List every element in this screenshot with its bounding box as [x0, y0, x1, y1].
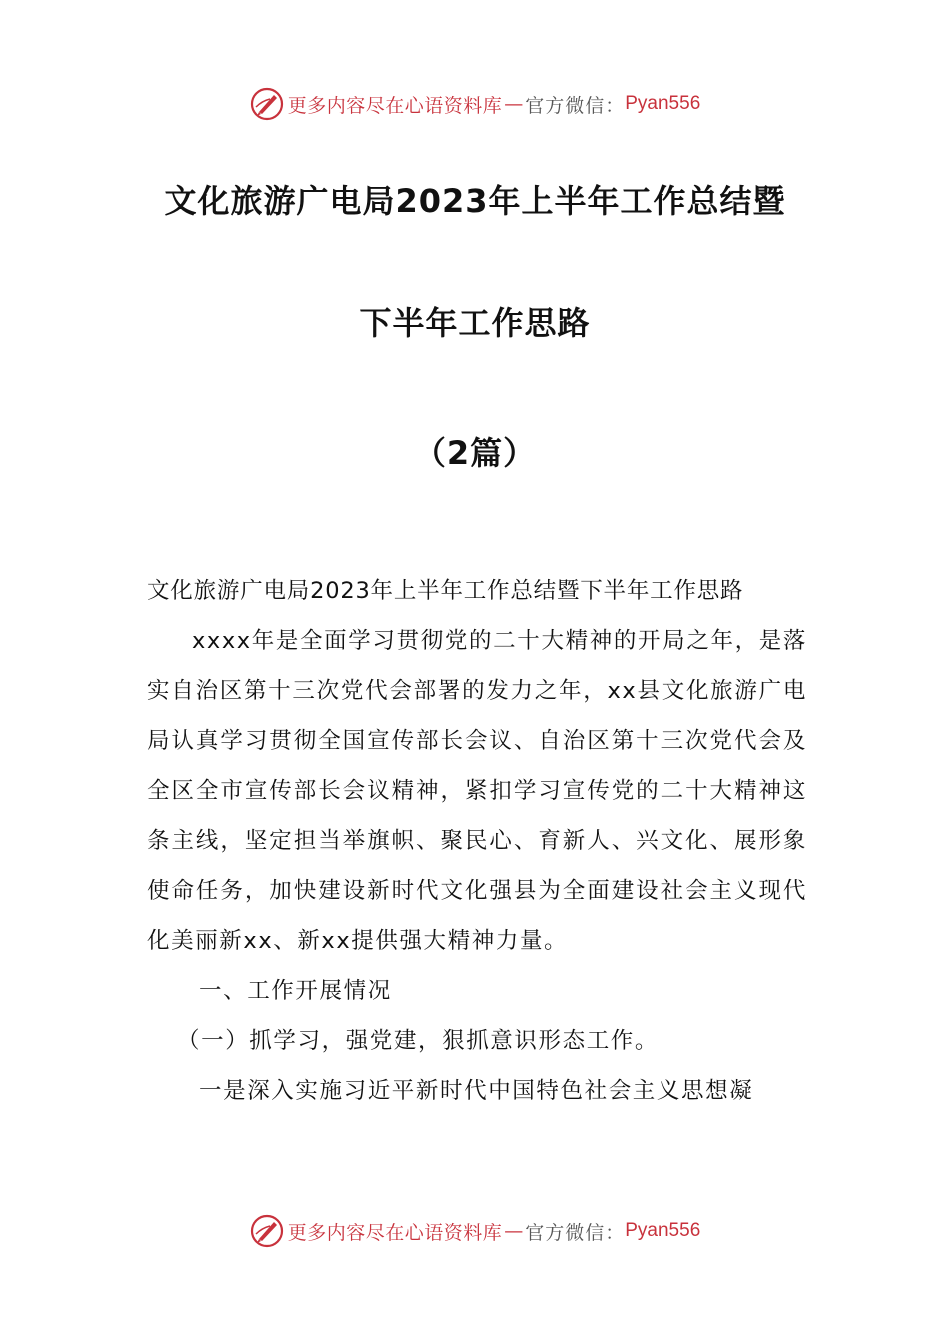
watermark-official-label: 官方微信：: [525, 1221, 626, 1244]
document-title-line-1: 文化旅游广电局2023年上半年工作总结暨: [164, 182, 786, 220]
watermark-dash: —: [504, 1220, 524, 1242]
header-watermark: [0, 84, 950, 124]
subsection-heading-1: （一）抓学习，强党建，狠抓意识形态工作。: [177, 1028, 660, 1054]
body-lead-title: 文化旅游广电局2023年上半年工作总结暨下半年工作思路: [147, 578, 744, 604]
footer-watermark: [0, 1211, 950, 1251]
section-heading-1: 一、工作开展情况: [199, 978, 392, 1004]
watermark-dash: —: [504, 93, 524, 115]
watermark-wechat-id: Pyan556: [625, 93, 701, 114]
document-title-count: （2篇）: [413, 434, 537, 472]
watermark-brand-text: 更多内容尽在心语资料库: [287, 1221, 503, 1244]
document-title-line-2: 下半年工作思路: [359, 304, 591, 342]
quill-pen-logo-icon: [250, 1214, 284, 1248]
quill-pen-logo-icon: [250, 87, 284, 121]
document-body: [147, 566, 807, 1116]
watermark-official-label: 官方微信：: [525, 94, 626, 117]
watermark-brand-text: 更多内容尽在心语资料库: [287, 94, 503, 117]
body-paragraph-1: xxxx年是全面学习贯彻党的二十大精神的开局之年，是落实自治区第十三次党代会部署的发力之年，xx县文化旅游广电局认真学习贯彻全国宣传部长会议、自治区第十三次党代会及全区全市宣传部长会议精神，紧扣学习宣传党的二十大精神这条主线，坚定担当举旗帜、聚民心、育新人、兴文化、展形象使命任务，加快建设新时代文化强县为全面建设社会主义现代化美丽新xx、新xx提供强大精神力量。: [147, 628, 807, 954]
watermark-wechat-id: Pyan556: [625, 1220, 701, 1241]
body-paragraph-2: 一是深入实施习近平新时代中国特色社会主义思想凝: [199, 1078, 754, 1104]
